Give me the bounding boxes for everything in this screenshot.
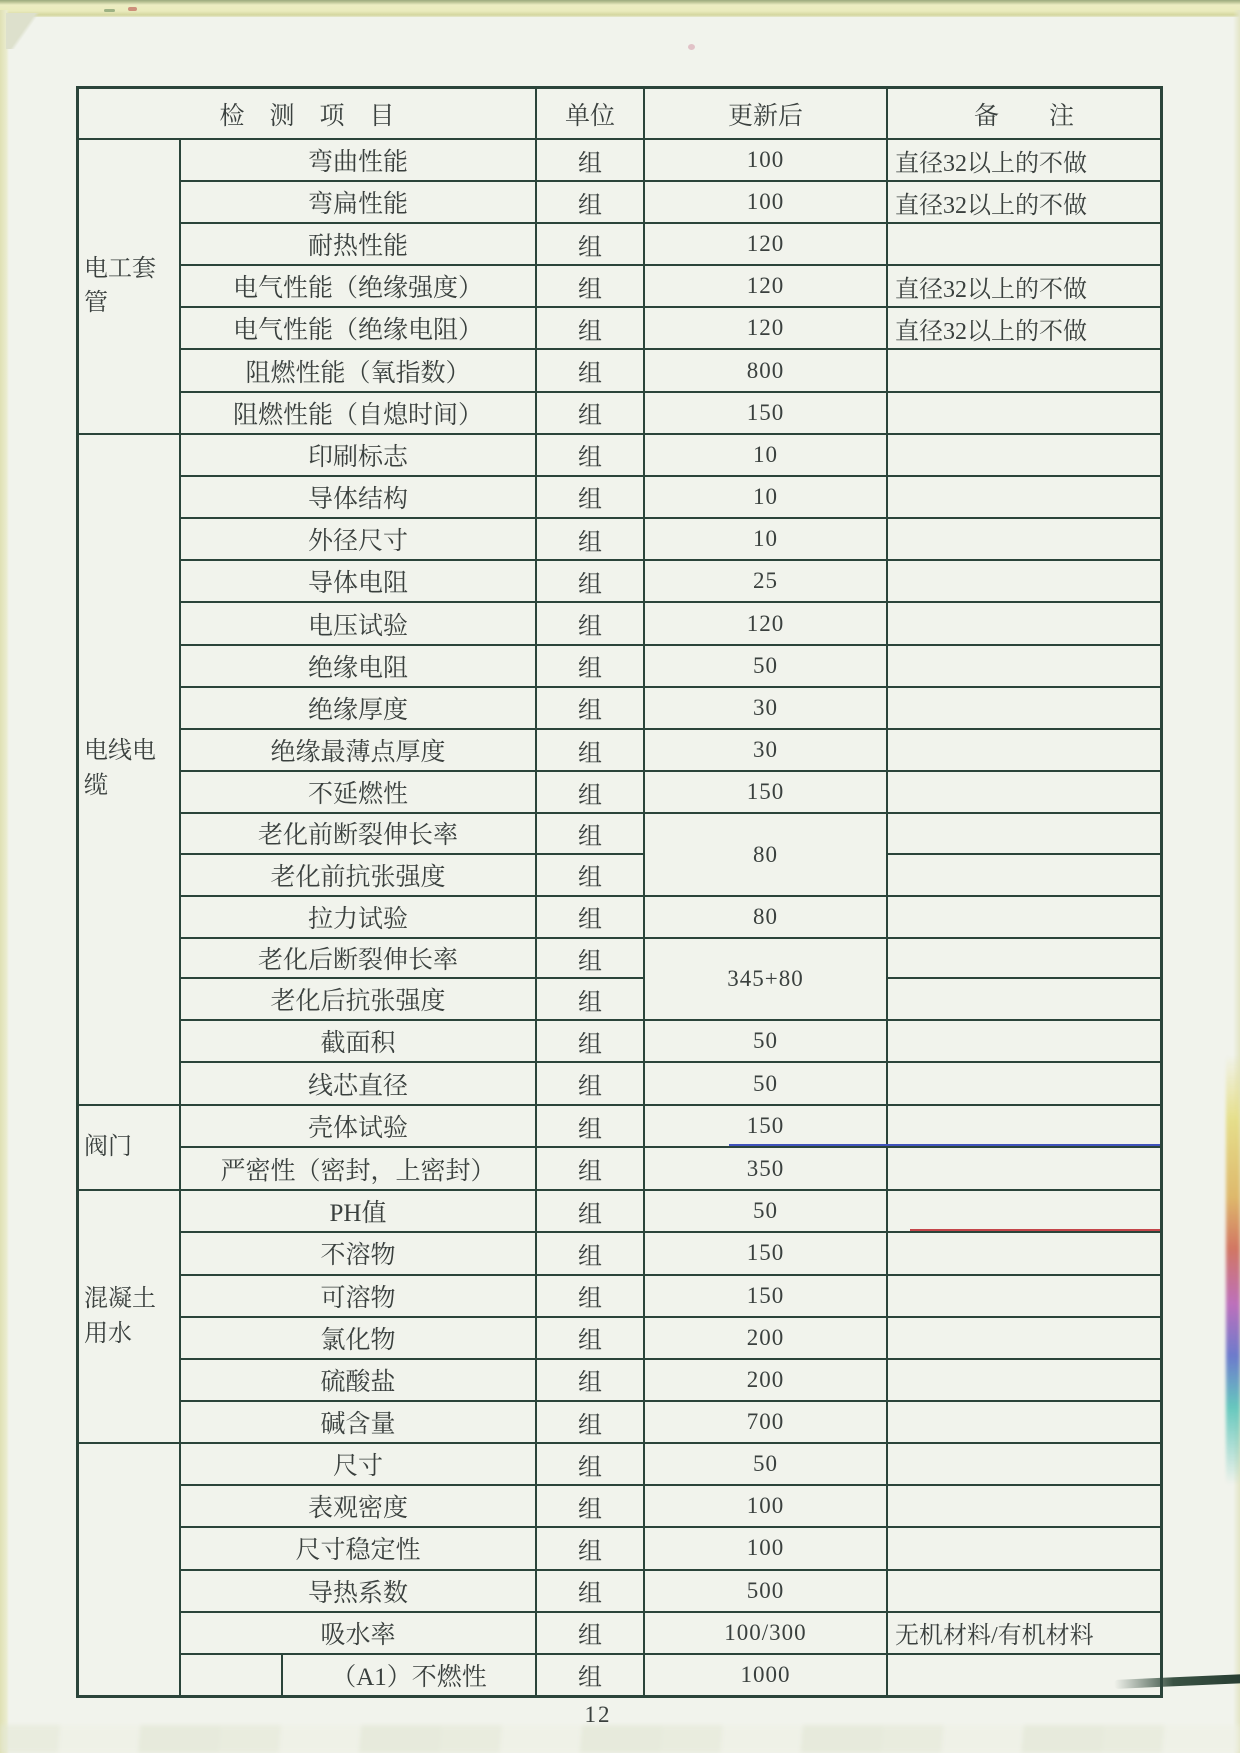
- indent-subcell: [181, 1655, 283, 1695]
- remark-cell: [888, 1276, 1160, 1316]
- remark-cell: [888, 1571, 1160, 1611]
- remark-cell: [888, 1528, 1160, 1568]
- item-label: （A1）不燃性: [331, 1663, 487, 1691]
- remark-cell: [888, 855, 1160, 895]
- updated-cell: 10: [645, 519, 888, 559]
- updated-cell: 50: [645, 1021, 888, 1061]
- unit-cell: 组: [537, 1402, 645, 1442]
- table-row: [181, 350, 1160, 392]
- updated-cell: 200: [645, 1318, 888, 1358]
- item-cell: 耐热性能: [181, 224, 537, 264]
- updated-cell: 150: [645, 1276, 888, 1316]
- table-row: [181, 182, 1160, 224]
- unit-cell: 组: [537, 1571, 645, 1611]
- table-row: [181, 1655, 1160, 1695]
- item-cell: 印刷标志: [181, 435, 537, 475]
- scan-speck-pink: [688, 44, 695, 50]
- updated-cell-merged: 80: [645, 814, 888, 894]
- table-row: [181, 519, 1160, 561]
- category-cell: [79, 1444, 181, 1695]
- merged-row-pair: [181, 814, 1160, 896]
- updated-cell: 50: [645, 1191, 888, 1231]
- scan-speck-red: [128, 7, 137, 11]
- item-cell: 截面积: [181, 1021, 537, 1061]
- table-row: [181, 1444, 1160, 1486]
- item-cell: 硫酸盐: [181, 1360, 537, 1400]
- remark-cell: [888, 814, 1160, 854]
- item-cell: 吸水率: [181, 1613, 537, 1653]
- table-row: [181, 1613, 1160, 1655]
- updated-cell: 100: [645, 140, 888, 180]
- unit-cell: 组: [537, 730, 645, 770]
- updated-cell: 350: [645, 1148, 888, 1189]
- unit-cell: 组: [537, 1191, 645, 1231]
- updated-cell: 120: [645, 603, 888, 643]
- item-cell: 老化后断裂伸长率: [181, 939, 537, 979]
- item-cell: PH值: [181, 1191, 537, 1231]
- updated-cell: 100/300: [645, 1613, 888, 1653]
- remark-cell: [888, 939, 1160, 979]
- item-cell: 不延燃性: [181, 772, 537, 812]
- table-row: [181, 266, 1160, 308]
- unit-cell: 组: [537, 393, 645, 433]
- table-row: [181, 897, 1160, 939]
- item-cell: 线芯直径: [181, 1063, 537, 1103]
- updated-cell: 700: [645, 1402, 888, 1442]
- section-rows: [181, 140, 1160, 433]
- table-row: [181, 1528, 1160, 1570]
- remark-cell: [888, 435, 1160, 475]
- item-cell: 绝缘电阻: [181, 646, 537, 686]
- updated-cell: 100: [645, 1528, 888, 1568]
- updated-cell: 50: [645, 1444, 888, 1484]
- updated-cell: 10: [645, 435, 888, 475]
- remark-cell: [888, 224, 1160, 264]
- remark-cell: [888, 979, 1160, 1019]
- page-number: 12: [584, 1702, 612, 1727]
- unit-cell: 组: [537, 1486, 645, 1526]
- scan-corner-fold: [6, 13, 58, 49]
- unit-cell: 组: [537, 266, 645, 306]
- table-section: [79, 1191, 1160, 1444]
- header-updated: 更新后: [645, 89, 888, 138]
- updated-cell: 200: [645, 1360, 888, 1400]
- remark-cell: [888, 730, 1160, 770]
- header-remark: 备 注: [973, 102, 1074, 130]
- item-cell: 严密性（密封，上密封）: [181, 1148, 537, 1189]
- unit-cell: 组: [537, 1360, 645, 1400]
- updated-cell: 800: [645, 350, 888, 390]
- unit-cell: 组: [537, 688, 645, 728]
- item-cell-indented: [181, 1655, 537, 1695]
- unit-cell: 组: [537, 182, 645, 222]
- table-row: [181, 477, 1160, 519]
- item-cell: 导体电阻: [181, 561, 537, 601]
- updated-cell: 10: [645, 477, 888, 517]
- item-cell: 阻燃性能（氧指数）: [181, 350, 537, 390]
- unit-cell: 组: [537, 814, 645, 854]
- item-cell: 导体结构: [181, 477, 537, 517]
- table-section: [79, 140, 1160, 435]
- unit-cell: 组: [537, 1063, 645, 1103]
- remark-cell: 直径32以上的不做: [895, 318, 1087, 345]
- table-row: [181, 1402, 1160, 1442]
- header-inspection-items: 检 测 项 目: [79, 89, 537, 138]
- item-cell: 尺寸: [181, 1444, 537, 1484]
- updated-cell: 50: [645, 646, 888, 686]
- item-cell: 碱含量: [181, 1402, 537, 1442]
- table-row: [181, 646, 1160, 688]
- remark-cell: [888, 1360, 1160, 1400]
- unit-cell: 组: [537, 1528, 645, 1568]
- item-cell: 弯曲性能: [181, 140, 537, 180]
- section-rows: [181, 435, 1160, 1104]
- unit-cell: 组: [537, 1444, 645, 1484]
- remark-cell: 无机材料/有机材料: [895, 1623, 1094, 1650]
- item-cell: 电压试验: [181, 603, 537, 643]
- table-row: [181, 1021, 1160, 1063]
- remark-cell: [888, 1402, 1160, 1442]
- remark-cell: 直径32以上的不做: [895, 276, 1087, 303]
- remark-cell: [888, 603, 1160, 643]
- unit-cell: 组: [537, 1021, 645, 1061]
- unit-cell: 组: [537, 435, 645, 475]
- unit-cell: 组: [537, 772, 645, 812]
- updated-cell: 150: [645, 393, 888, 433]
- table-section: [79, 435, 1160, 1106]
- category-cell: 混凝土用水: [79, 1191, 181, 1442]
- table-row: [181, 1276, 1160, 1318]
- unit-cell: 组: [537, 897, 645, 937]
- table-row: [181, 435, 1160, 477]
- table-row: [181, 1148, 1160, 1189]
- header-unit: 单位: [537, 89, 645, 138]
- table-row: [181, 1233, 1160, 1275]
- updated-cell-merged: 345+80: [645, 939, 888, 1019]
- item-cell: 阻燃性能（自熄时间）: [181, 393, 537, 433]
- item-cell: 电气性能（绝缘强度）: [181, 266, 537, 306]
- item-cell: 可溶物: [181, 1276, 537, 1316]
- table-row: [181, 1486, 1160, 1528]
- unit-cell: 组: [537, 1276, 645, 1316]
- table-row: [181, 688, 1160, 730]
- unit-cell: 组: [537, 939, 645, 979]
- unit-cell: 组: [537, 1233, 645, 1273]
- item-cell: 外径尺寸: [181, 519, 537, 559]
- section-rows: [181, 1106, 1160, 1190]
- category-cell: 阀门: [79, 1106, 181, 1190]
- inspection-table: [76, 86, 1163, 1698]
- table-section: [79, 1106, 1160, 1192]
- remark-cell: [888, 1106, 1160, 1147]
- remark-cell: [888, 646, 1160, 686]
- table-row: [181, 1106, 1160, 1149]
- remark-cell: [888, 1148, 1160, 1189]
- table-row: [181, 140, 1160, 182]
- remark-cell: [888, 1444, 1160, 1484]
- remark-cell: [888, 1021, 1160, 1061]
- unit-cell: 组: [537, 350, 645, 390]
- table-section: [79, 1444, 1160, 1695]
- unit-cell: 组: [537, 140, 645, 180]
- scan-rainbow-streak: [1226, 1055, 1240, 1485]
- unit-cell: 组: [537, 308, 645, 348]
- remark-cell: [888, 561, 1160, 601]
- unit-cell: 组: [537, 224, 645, 264]
- scan-edge-right: [1233, 10, 1240, 1753]
- merged-row-pair: [181, 939, 1160, 1021]
- updated-cell: 150: [645, 1233, 888, 1273]
- updated-cell: 120: [645, 308, 888, 348]
- item-cell: 导热系数: [181, 1571, 537, 1611]
- remark-cell: [888, 1655, 1160, 1695]
- table-row: [181, 393, 1160, 433]
- updated-cell: 120: [645, 224, 888, 264]
- table-row: [181, 1360, 1160, 1402]
- table-row: [181, 224, 1160, 266]
- item-cell: 老化前抗张强度: [181, 855, 537, 895]
- unit-cell: 组: [537, 979, 645, 1019]
- table-row: [181, 1571, 1160, 1613]
- item-cell: 不溶物: [181, 1233, 537, 1273]
- updated-cell: 100: [645, 1486, 888, 1526]
- remark-cell: [888, 477, 1160, 517]
- updated-cell: 500: [645, 1571, 888, 1611]
- unit-cell: 组: [537, 1655, 645, 1695]
- section-rows: [181, 1444, 1160, 1695]
- remark-cell: [888, 519, 1160, 559]
- table-row: [181, 1191, 1160, 1233]
- scan-edge-left: [0, 10, 9, 1753]
- unit-cell: 组: [537, 1106, 645, 1147]
- unit-cell: 组: [537, 855, 645, 895]
- remark-cell: [888, 1233, 1160, 1273]
- unit-cell: 组: [537, 603, 645, 643]
- table-row: [181, 561, 1160, 603]
- item-cell: 绝缘最薄点厚度: [181, 730, 537, 770]
- updated-cell: 100: [645, 182, 888, 222]
- item-cell: 老化后抗张强度: [181, 979, 537, 1019]
- remark-cell: [888, 1318, 1160, 1358]
- item-cell: 弯扁性能: [181, 182, 537, 222]
- item-cell: 尺寸稳定性: [181, 1528, 537, 1568]
- unit-cell: 组: [537, 519, 645, 559]
- unit-cell: 组: [537, 1318, 645, 1358]
- table-row: [181, 603, 1160, 645]
- scan-bottom-mottle: [0, 1725, 1240, 1753]
- table-body: [79, 140, 1160, 1695]
- item-cell: 壳体试验: [181, 1106, 537, 1147]
- category-cell: 电线电缆: [79, 435, 181, 1104]
- updated-cell: 50: [645, 1063, 888, 1103]
- updated-cell: 25: [645, 561, 888, 601]
- remark-cell: [888, 772, 1160, 812]
- item-cell: 氯化物: [181, 1318, 537, 1358]
- item-cell: 老化前断裂伸长率: [181, 814, 537, 854]
- remark-cell: 直径32以上的不做: [895, 192, 1087, 219]
- updated-cell: 150: [645, 772, 888, 812]
- table-row: [181, 1318, 1160, 1360]
- scan-speck-green: [104, 9, 115, 12]
- updated-cell: 150: [645, 1106, 888, 1147]
- unit-cell: 组: [537, 646, 645, 686]
- remark-cell: [888, 688, 1160, 728]
- table-header-row: [79, 89, 1160, 140]
- remark-cell: [888, 1486, 1160, 1526]
- unit-cell: 组: [537, 1148, 645, 1189]
- remark-cell: 直径32以上的不做: [895, 150, 1087, 177]
- item-cell: 拉力试验: [181, 897, 537, 937]
- unit-cell: 组: [537, 477, 645, 517]
- unit-cell: 组: [537, 561, 645, 601]
- updated-cell: 80: [645, 897, 888, 937]
- remark-cell: [888, 350, 1160, 390]
- remark-cell: [888, 897, 1160, 937]
- remark-cell: [888, 1063, 1160, 1103]
- item-cell: 表观密度: [181, 1486, 537, 1526]
- remark-cell: [888, 393, 1160, 433]
- unit-cell: 组: [537, 1613, 645, 1653]
- updated-cell: 120: [645, 266, 888, 306]
- table-row: [181, 308, 1160, 350]
- updated-cell: 30: [645, 688, 888, 728]
- table-row: [181, 1063, 1160, 1103]
- updated-cell: 1000: [645, 1655, 888, 1695]
- item-cell: 绝缘厚度: [181, 688, 537, 728]
- section-rows: [181, 1191, 1160, 1442]
- table-row: [181, 730, 1160, 772]
- scan-edge-top: [0, 0, 1240, 17]
- updated-cell: 30: [645, 730, 888, 770]
- table-row: [181, 772, 1160, 814]
- remark-cell: [888, 1191, 1160, 1231]
- category-cell: 电工套管: [79, 140, 181, 433]
- item-cell: 电气性能（绝缘电阻）: [181, 308, 537, 348]
